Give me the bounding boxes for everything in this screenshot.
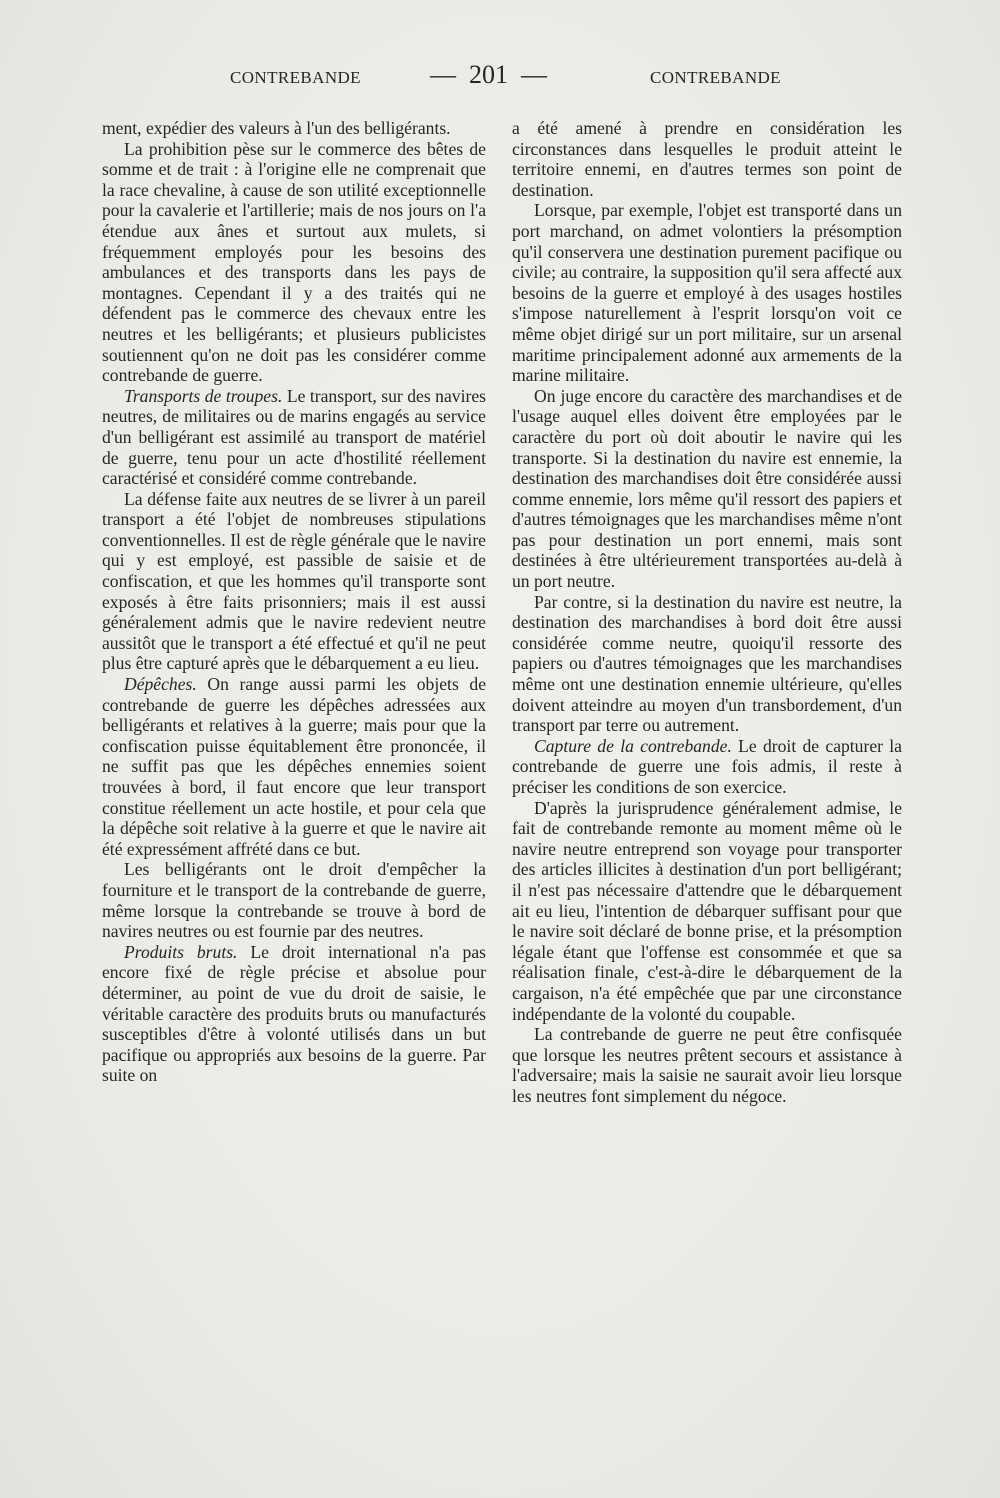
right-column bbox=[512, 118, 902, 1107]
paragraph-lead: Dépêches. bbox=[124, 674, 197, 695]
paragraph: La contrebande de guerre ne peut être confisquée que lorsque les neutres prêtent secours et assistance à l'adversaire; mais la saisie ne saurait avoir lieu lorsque les neutres font simplement du négoce. bbox=[512, 1024, 902, 1106]
header-right-title: CONTREBANDE bbox=[650, 68, 781, 87]
paragraph: a été amené à prendre en considération les circonstances dans lesquelles le produit atteint le territoire ennemi, en d'autres termes son point de destination. bbox=[512, 118, 902, 200]
paragraph: Les belligérants ont le droit d'empêcher la fourniture et le transport de la contrebande de guerre, même lorsque la contrebande se trouve à bord de navires neutres ou est fournie par des neutres. bbox=[102, 859, 486, 942]
paragraph: Dépêches. On range aussi parmi les objets de contrebande de guerre les dépêches adressées aux belligérants et relatives à la guerre; mais pour que la confiscation puisse équitablement être prononcée, il ne suffit pas que les dépêches ennemies soient trouvées à bord, il faut encore que leur transport constitue réellement un acte hostile, et pour cela que la dépêche soit relative à la guerre et que le navire ait été expressément affrété dans ce but. bbox=[102, 674, 486, 859]
paragraph: Produits bruts. Le droit international n'a pas encore fixé de règle précise et absolue pour déterminer, au point de vue du droit de saisie, le véritable caractère des produits bruts ou manufacturés susceptibles d'être à volonté utilisés dans un but pacifique ou appropriés aux besoins de la guerre. Par suite on bbox=[102, 941, 486, 1086]
paragraph: Par contre, si la destination du navire est neutre, la destination des marchandises à bord doit être aussi considérée comme neutre, quoiqu'il ressorte des papiers ou d'autres témoignages que les marchandises même ont une destination ennemie ultérieure, qu'elles doivent atteindre au moyen d'un transbordement, d'un transport par terre ou autrement. bbox=[512, 591, 902, 736]
paragraph-lead: Transports de troupes. bbox=[124, 385, 283, 406]
header-left-title: CONTREBANDE bbox=[230, 68, 361, 87]
left-column bbox=[102, 118, 486, 1086]
paragraph: Transports de troupes. Le transport, sur des navires neutres, de militaires ou de marins engagés au service d'un belligérant est assimilé au transport de matériel de guerre, tenu pour un acte d'hostilité réellement caractérisé et considéré comme contrebande. bbox=[102, 385, 486, 489]
paragraph: La prohibition pèse sur le commerce des bêtes de somme et de trait : à l'origine elle ne comprenait que la race chevaline, à cause de son utilité exceptionnelle pour la cavalerie et l'artillerie; mais de nos jours on l'a étendue aux ânes et surtout aux mulets, si fréquemment employés pour les besoins des ambulances et des transports dans les pays de montagnes. Cependant il y a des traités qui ne défendent pas le commerce des chevaux entre les neutres et les belligérants; et plusieurs publicistes soutiennent qu'on ne doit pas les considérer comme contrebande de guerre. bbox=[102, 138, 486, 386]
paragraph-lead: Produits bruts. bbox=[124, 941, 238, 962]
paragraph-lead: Capture de la contrebande. bbox=[534, 735, 732, 756]
paragraph: On juge encore du caractère des marchandises et de l'usage auquel elles doivent être employées par le caractère du port où doit aboutir le navire qui les transporte. Si la destination du navire est ennemie, la destination des marchandises doit être considérée aussi comme ennemie, lors même qu'il ressort des papiers et d'autres témoignages que les marchandises même n'ont pas pour destination un port ennemi, mais sont destinées à être ultérieurement transportées au-delà à un port neutre. bbox=[512, 385, 902, 592]
paragraph: Lorsque, par exemple, l'objet est transporté dans un port marchand, on admet volontiers la présomption qu'il conservera une destination purement pacifique ou civile; au contraire, la supposition qu'il sera affecté aux besoins de la guerre et employé à des usages hostiles s'impose naturellement à l'esprit lorsqu'on voit ce même objet dirigé sur un port militaire, sur un arsenal maritime principalement adonné aux armements de la marine militaire. bbox=[512, 200, 902, 386]
paragraph: D'après la jurisprudence généralement admise, le fait de contrebande remonte au moment même où le navire neutre entreprend son voyage pour transporter des articles illicites à destination d'un port belligérant; il n'est pas nécessaire d'attendre que le débarquement ait eu lieu, l'intention de débarquer suffisant pour que le navire soit déclaré de bonne prise, et la présomption légale étant que l'offense est consommée et que sa réalisation finale, c'est-à-dire le débarquement de la cargaison, n'a été empêchée que par une circonstance indépendante de la volonté du coupable. bbox=[512, 797, 902, 1024]
paragraph: La défense faite aux neutres de se livrer à un pareil transport a été l'objet de nombreuses stipulations conventionnelles. Il est de règle générale que le navire qui y est employé, est passible de saisie et de confiscation, et que les hommes qu'il transporte sont exposés à être faits prisonniers; mais il est aussi généralement admis que le navire redevient neutre aussitôt que le transport a été effectué et qu'il ne peut plus être capturé après que le débarquement a eu lieu. bbox=[102, 488, 486, 674]
paragraph: Capture de la contrebande. Le droit de capturer la contrebande de guerre une fois admis, il reste à préciser les conditions de son exercice. bbox=[512, 735, 902, 797]
page-number: — 201 — bbox=[430, 60, 547, 89]
paragraph: ment, expédier des valeurs à l'un des belligérants. bbox=[102, 118, 451, 138]
running-header bbox=[100, 60, 900, 94]
